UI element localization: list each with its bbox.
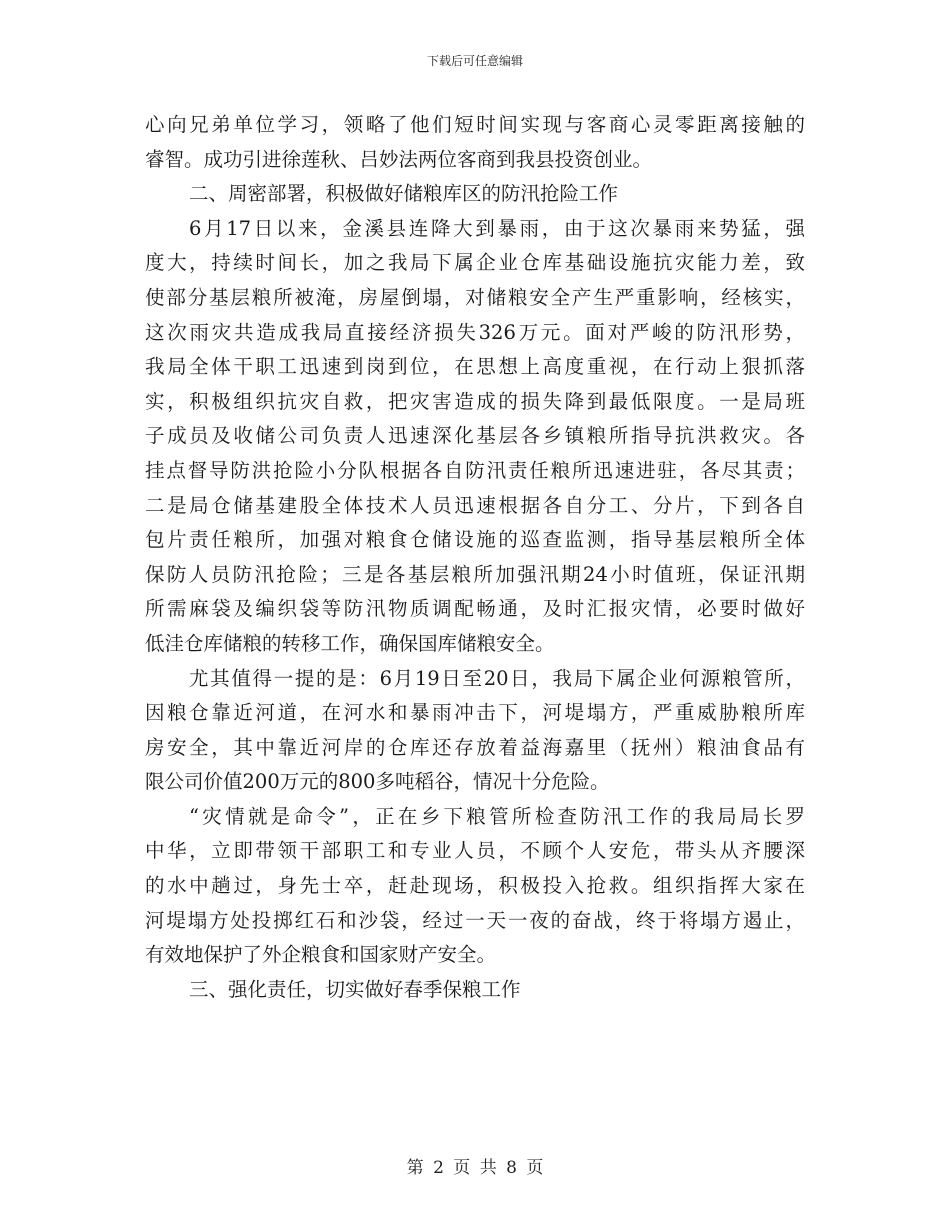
text-line: 这次雨灾共造成我局直接经济损失326万元。面对严峻的防汛形势， (145, 320, 805, 344)
text-line: 河堤塌方处投掷红石和沙袋，经过一天一夜的奋战，终于将塌方遏止， (145, 908, 805, 932)
document-body (145, 108, 805, 1007)
text-line: 挂点督导防洪抢险小分队根据各自防汛责任粮所迅速进驻，各尽其责； (145, 458, 805, 482)
text-line: 包片责任粮所，加强对粮食仓储设施的巡查监测，指导基层粮所全体 (145, 528, 805, 552)
section-heading: 二、周密部署，积极做好储粮库区的防汛抢险工作 (189, 182, 619, 206)
text-line: 实，积极组织抗灾自救，把灾害造成的损失降到最低限度。一是局班 (145, 389, 805, 413)
page-footer: 第 2 页 共 8 页 (406, 1158, 544, 1178)
text-line: 中华，立即带领干部职工和专业人员，不顾个人安危，带头从齐腰深 (145, 839, 805, 863)
text-line: 6月17日以来，金溪县连降大到暴雨，由于这次暴雨来势猛，强 (189, 216, 805, 240)
text-line: 度大，持续时间长，加之我局下属企业仓库基础设施抗灾能力差，致 (145, 251, 805, 275)
text-line: 有效地保护了外企粮食和国家财产安全。 (145, 943, 497, 967)
text-line: 我局全体干职工迅速到岗到位，在思想上高度重视，在行动上狠抓落 (145, 355, 805, 379)
text-line: 限公司价值200万元的800多吨稻谷，情况十分危险。 (145, 770, 610, 794)
section-heading: 三、强化责任，切实做好春季保粮工作 (189, 977, 521, 1001)
page-header: 下载后可任意编辑 (426, 54, 523, 68)
text-line: 使部分基层粮所被淹，房屋倒塌，对储粮安全产生严重影响，经核实， (145, 285, 805, 309)
text-line: “灾情就是命令”，正在乡下粮管所检查防汛工作的我局局长罗 (189, 804, 805, 828)
text-line: 的水中趟过，身先士卒，赶赴现场，积极投入抢救。组织指挥大家在 (145, 874, 805, 898)
text-line: 保防人员防汛抢险；三是各基层粮所加强汛期24小时值班，保证汛期 (145, 562, 805, 586)
text-line: 二是局仓储基建股全体技术人员迅速根据各自分工、分片，下到各自 (145, 493, 805, 517)
text-line: 尤其值得一提的是：6月19日至20日，我局下属企业何源粮管所， (189, 666, 805, 690)
text-line: 睿智。成功引进徐莲秋、吕妙法两位客商到我县投资创业。 (145, 147, 653, 171)
text-line: 心向兄弟单位学习，领略了他们短时间实现与客商心灵零距离接触的 (145, 113, 805, 136)
text-line: 低洼仓库储粮的转移工作，确保国库储粮安全。 (145, 631, 555, 655)
text-line: 房安全，其中靠近河岸的仓库还存放着益海嘉里（抚州）粮油食品有 (145, 735, 805, 759)
text-line: 子成员及收储公司负责人迅速深化基层各乡镇粮所指导抗洪救灾。各 (145, 424, 805, 448)
text-line: 因粮仓靠近河道，在河水和暴雨冲击下，河堤塌方，严重威胁粮所库 (145, 701, 805, 725)
text-line: 所需麻袋及编织袋等防汛物质调配畅通，及时汇报灾情，必要时做好 (145, 597, 805, 621)
